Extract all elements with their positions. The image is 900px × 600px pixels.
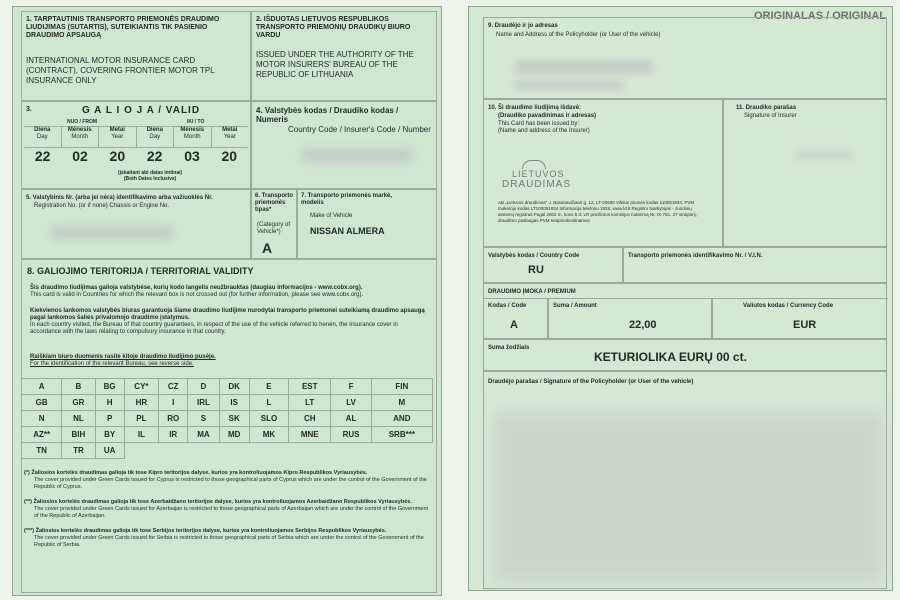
- logo-arc-icon: [522, 160, 546, 169]
- country-code-cell: RUS: [331, 427, 371, 443]
- country-code-cell: IR: [159, 427, 188, 443]
- premium-sum-value: 22,00: [629, 319, 657, 331]
- from-day-header-en: Day: [36, 134, 48, 140]
- section-2: [251, 11, 437, 101]
- footnote-cyprus-en: The cover provided under Green Cards issued for Cyprus is restricted to those geographical parts of Cyprus which are under the control of the Government of the Republic of Cyprus.: [34, 477, 427, 490]
- logo-line-1: LIETUVOS: [512, 169, 565, 179]
- country-code-cell: DK: [219, 379, 249, 395]
- vehicle-category: A: [262, 240, 273, 256]
- section-11-title: 11. Draudiko parašas: [736, 105, 797, 111]
- country-code-cell: SLO: [249, 411, 288, 427]
- validity-paragraph-2-en: In each country visited, the Bureau of that country guarantees, in respect of the use of the vehicle referred to herein, the insurance cover in accordance with the laws relating to compulsory insurance in that country.: [30, 322, 398, 335]
- section-7: [297, 189, 437, 259]
- section-9-english: Name and Address of the Policyholder (or User of the vehicle): [496, 32, 661, 38]
- validity-paragraph-2: Kiekvienos lankomos valstybės biuras garantuoja šiame draudimo liudijime nurodytai transporto priemonei suteikiamą draudimo apsaugą pagal lankomos šalies privalomojo draudimo įstatymus.: [30, 308, 425, 321]
- section-6-title: 6. Transporto priemonės tipas*: [255, 193, 294, 213]
- country-code-cell: I: [159, 395, 188, 411]
- from-month-header-en: Month: [71, 134, 89, 140]
- premium-code-value: A: [510, 319, 518, 331]
- logo-line-2: DRAUDIMAS: [502, 179, 572, 190]
- country-row: [22, 411, 433, 427]
- country-code-cell: NL: [62, 411, 95, 427]
- country-code-cell: AZ**: [22, 427, 62, 443]
- country-code-cell: P: [95, 411, 124, 427]
- country-code-grid: [21, 378, 433, 459]
- country-code-cell: TN: [22, 443, 62, 459]
- to-year-header: Metai: [222, 127, 238, 133]
- country-code-cell: SRB***: [371, 427, 432, 443]
- from-year-header: Metai: [109, 127, 125, 133]
- validity-title: G A L I O J A / VALID: [82, 105, 201, 116]
- country-code-cell: FIN: [371, 379, 432, 395]
- insurer-address-block: AB „Lietuvos draudimas“ J. Basanavičiaus g. 12, LT-03600 Vilnius Įmonės kodas 110051834, PVM mokėtojo kodas LT100051834 Informacija telefonu 1828, www.ld.lt Registro tvarkytojas - Juridinių asmenų registras Pagal 2002 m. kovo 5 d. LR priežiūros komisijos nutarimą Nr. IX-751, 27 straipsnį, draudimo paslaugas PVM neapmokestinamos: [498, 200, 697, 223]
- section-9: [483, 17, 887, 99]
- redacted-stamp-and-signature: [494, 412, 884, 582]
- vin-box: [623, 247, 887, 283]
- premium-title: DRAUDIMO ĮMOKA / PREMIUM: [488, 289, 576, 295]
- country-code-cell: MNE: [289, 427, 331, 443]
- country-code-cell: EST: [289, 379, 331, 395]
- country-row: [22, 379, 433, 395]
- validity-paragraph-3: Raiškiam biuro duomenis rasite kitoje draudimo liudijimo pusėje.: [30, 354, 216, 360]
- to-month-header: Mėnesis: [180, 127, 205, 133]
- originals-label: ORIGINALAS / ORIGINAL: [754, 10, 886, 22]
- valid-to-month: 03: [184, 148, 200, 164]
- country-code-cell: N: [22, 411, 62, 427]
- country-code-cell: LV: [331, 395, 371, 411]
- section-10-english-2: (Name and address of the Insurer): [498, 128, 590, 134]
- section-2-english: ISSUED UNDER THE AUTHORITY OF THE MOTOR INSURERS' BUREAU OF THE REPUBLIC OF LITHUANIA: [256, 50, 414, 79]
- valid-from-month: 02: [72, 148, 88, 164]
- country-code-cell: AL: [331, 411, 371, 427]
- from-month-header: Mėnesis: [67, 127, 92, 133]
- country-code-cell: E: [249, 379, 288, 395]
- country-code-cell: MD: [219, 427, 249, 443]
- country-code-cell: M: [371, 395, 432, 411]
- redacted-policyholder-name: [514, 60, 654, 74]
- country-code-cell: S: [188, 411, 219, 427]
- to-label: IKI / TO: [187, 119, 205, 125]
- country-code-cell: AND: [371, 411, 432, 427]
- to-day-header-en: Day: [149, 134, 161, 140]
- valid-to-day: 22: [146, 148, 163, 164]
- premium-code-cell: [484, 298, 548, 338]
- premium-words-box: [483, 339, 887, 371]
- country-code-cell: TR: [62, 443, 95, 459]
- country-code-cell: RO: [159, 411, 188, 427]
- country-code-cell: F: [331, 379, 371, 395]
- valid-from-year: 20: [109, 148, 126, 164]
- country-code-cell: IL: [124, 427, 158, 443]
- footnote-azerbaijan: (**) Žaliosios kortelės draudimas galioja tik tose Azerbaidžano teritorijos dalyse, kurios yra kontroliuojamos Azerbaidžano Respublikos Vyriausybės.: [24, 499, 412, 505]
- redacted-insurer-number: [302, 148, 412, 162]
- country-code-cell: MK: [249, 427, 288, 443]
- vehicle-make: NISSAN ALMERA: [310, 226, 385, 236]
- footnote-azerbaijan-en: The cover provided under Green Cards issued for Azerbaijan is restricted to those geographical parts of Azerbaijan which are under the control of the Government of the Republic of Azerbaijan.: [34, 506, 429, 519]
- country-code-cell: MA: [188, 427, 219, 443]
- premium-currency-value: EUR: [793, 319, 817, 331]
- country-code-value: RU: [528, 264, 544, 276]
- premium-currency-cell: [712, 298, 888, 338]
- redacted-registration-number: [52, 226, 172, 240]
- section-10-title: 10. Ši draudimo liudijimą išdavė:: [488, 105, 582, 111]
- inclusive-note: (įskaitant abi datas imtinai): [118, 170, 183, 176]
- country-code-cell: LT: [289, 395, 331, 411]
- country-code-label: Valstybės kodas / Country Code: [488, 253, 580, 259]
- section-4-english: Country Code / Insurer's Code / Number: [288, 125, 431, 134]
- country-code-box: [483, 247, 623, 283]
- section-11: [723, 99, 887, 247]
- inclusive-note-en: (Both Dates Inclusive): [123, 176, 177, 182]
- country-code-cell: IS: [219, 395, 249, 411]
- section-7-english: Make of Vehicle: [310, 213, 353, 219]
- footnote-serbia-en: The cover provided under Green Cards issued for Serbia is restricted to those geographical parts of Serbia which are under the control of the Government of the Republic of Serbia.: [34, 535, 424, 548]
- premium-code-label: Kodas / Code: [488, 303, 527, 309]
- section-5-title: 5. Valstybinis Nr. (arba jei nėra) identifikavimo arba važiuoklės Nr.: [26, 195, 213, 201]
- policyholder-signature-box: [483, 371, 887, 589]
- country-code-cell: UA: [95, 443, 124, 459]
- from-label: NUO / FROM: [67, 119, 97, 125]
- section-4-title: 4. Valstybės kodas / Draudiko kodas / Numeris: [256, 106, 399, 124]
- to-day-header: Diena: [146, 127, 163, 133]
- section-9-title: 9. Draudėjo ir jo adresas: [488, 23, 558, 29]
- country-code-cell: HR: [124, 395, 158, 411]
- country-code-cell: L: [249, 395, 288, 411]
- country-code-cell: A: [22, 379, 62, 395]
- section-2-title: 2. IŠDUOTAS LIETUVOS RESPUBLIKOS TRANSPORTO PRIEMONIŲ DRAUDIKŲ BIURO VARDU: [256, 16, 411, 39]
- section-1-english: INTERNATIONAL MOTOR INSURANCE CARD (CONTRACT), COVERING FRONTIER MOTOR TPL INSURANCE ONLY: [26, 56, 215, 85]
- premium-words-value: KETURIOLIKA EURŲ 00 ct.: [594, 350, 747, 364]
- section-11-english: Signature of Insurer: [744, 113, 797, 119]
- premium-section: [483, 283, 887, 339]
- vin-label: Transporto priemonės identifikavimo Nr. / V.I.N.: [628, 253, 763, 259]
- section-10-subtitle: (Draudiko pavadinimas ir adresas): [498, 113, 597, 119]
- territorial-validity-title: 8. GALIOJIMO TERITORIJA / TERRITORIAL VALIDITY: [27, 266, 254, 276]
- section-7-title: 7. Transporto priemonės markė, modelis: [301, 193, 393, 206]
- from-year-header-en: Year: [111, 134, 124, 140]
- valid-to-year: 20: [221, 148, 238, 164]
- country-code-cell: IRL: [188, 395, 219, 411]
- country-code-cell: GB: [22, 395, 62, 411]
- country-code-cell: BY: [95, 427, 124, 443]
- section-5-english: Registration No. (or if none) Chassis or Engine No.: [34, 203, 170, 209]
- green-card-left-page: [12, 6, 442, 596]
- country-row: [22, 395, 433, 411]
- section-6: [251, 189, 297, 259]
- policyholder-signature-label: Draudėjo parašas / Signature of the Policyholder (or User of the vehicle): [488, 379, 694, 385]
- section-6-english: (Category of Vehicle*): [257, 222, 291, 235]
- validity-paragraph-3-en: For the identification of the relevant Bureau, see reverse side.: [30, 361, 194, 367]
- validity-paragraph-1-en: This card is valid in Countries for which the relevant box is not crossed out (for further information, please see www.cobx.org).: [30, 292, 364, 298]
- to-year-header-en: Year: [223, 134, 236, 140]
- country-code-cell: PL: [124, 411, 158, 427]
- country-code-cell: D: [188, 379, 219, 395]
- green-card-right-page: [468, 6, 893, 591]
- insurer-logo: [498, 160, 588, 190]
- valid-from-day: 22: [34, 148, 51, 164]
- section-3-validity: [21, 101, 251, 189]
- premium-currency-label: Valiutos kodas / Currency Code: [743, 303, 834, 309]
- section-1: [21, 11, 251, 101]
- premium-words-label: Suma žodžiais: [488, 345, 530, 351]
- country-code-cell: BG: [95, 379, 124, 395]
- country-code-cell: CH: [289, 411, 331, 427]
- redacted-policyholder-address: [514, 80, 624, 90]
- country-code-cell: H: [95, 395, 124, 411]
- footnote-cyprus: (*) Žaliosios kortelės draudimas galioja tik tose Kipro teritorijos dalyse, kurios yra kontroliuojamos Kipro Respublikos Vyriausybės.: [24, 470, 368, 476]
- country-code-cell: SK: [219, 411, 249, 427]
- country-code-cell: B: [62, 379, 95, 395]
- section-10: [483, 99, 723, 247]
- from-day-header: Diena: [34, 127, 51, 133]
- country-row: [22, 443, 433, 459]
- section-3-number: 3.: [26, 106, 32, 113]
- section-1-title: 1. TARPTAUTINIS TRANSPORTO PRIEMONĖS DRAUDIMO LIUDIJIMAS (SUTARTIS), SUTEIKIANTIS TIK PASIENIO DRAUDIMO APSAUGĄ: [26, 16, 220, 39]
- insurer-signature: [794, 150, 854, 160]
- validity-paragraph-1: Šis draudimo liudijimas galioja valstybėse, kurių kodo langelis neužbrauktas (daugiau informacijos - www.cobx.org).: [30, 285, 363, 291]
- country-code-cell: CY*: [124, 379, 158, 395]
- premium-sum-cell: [548, 298, 712, 338]
- section-10-english-1: This Card has been issued by:: [498, 121, 580, 127]
- country-code-cell: CZ: [159, 379, 188, 395]
- section-4: [251, 101, 437, 189]
- to-month-header-en: Month: [183, 134, 201, 140]
- premium-sum-label: Suma / Amount: [553, 303, 597, 309]
- footnote-serbia: (***) Žaliosios kortelės draudimas galioja tik tose Serbijos teritorijos dalyse, kurios yra kontroliuojamos Serbijos Respublikos Vyriausybės.: [24, 528, 387, 534]
- country-row: [22, 427, 433, 443]
- country-code-cell: GR: [62, 395, 95, 411]
- country-code-cell: BIH: [62, 427, 95, 443]
- section-5: [21, 189, 251, 259]
